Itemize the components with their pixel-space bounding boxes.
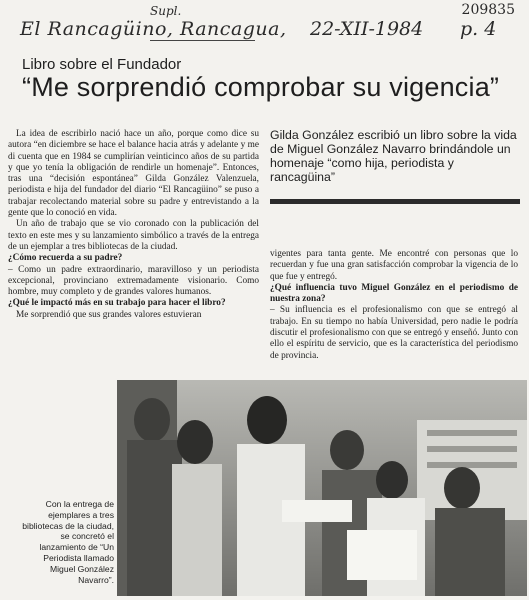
article-deck: Gilda González escribió un libro sobre la vida de Miguel González Navarro brindándole un homenaje “como hija, periodista y rancagüina” xyxy=(270,128,517,184)
handwritten-underline xyxy=(150,40,255,41)
interview-question: ¿Qué le impactó más en su trabajo para hacer el libro? xyxy=(8,298,226,309)
article-photo xyxy=(117,380,527,596)
deck-rule xyxy=(270,199,520,204)
photo-illustration xyxy=(117,380,527,596)
article-paragraph: Me sorprendió que sus grandes valores estuvieran xyxy=(16,309,202,320)
article-column-right xyxy=(270,249,518,362)
handwritten-date: 22-XII-1984 xyxy=(310,18,424,40)
article-kicker: Libro sobre el Fundador xyxy=(22,56,182,73)
archive-code: 209835 xyxy=(461,2,515,18)
article-paragraph: Un año de trabajo que se vio coronado con la publicación del texto en este mes y su lanzamiento simbólico a través de la entrega de un ejemplar a tres bibliotecas de la ciudad. xyxy=(8,219,259,252)
photo-caption: Con la entrega de ejemplares a tres bibliotecas de la ciudad, se concretó el lanzamiento de “Un Periodista llamado Miguel González Navarro”. xyxy=(22,499,114,585)
article-headline: “Me sorprendió comprobar su vigencia” xyxy=(22,72,500,102)
handwritten-page: p. 4 xyxy=(460,18,497,40)
article-paragraph: La idea de escribirlo nació hace un año, porque como dice su autora “en diciembre se hace el balance hacia atrás y adelante y me di cuenta que en 1984 se cumplirían veinticinco años de su partida y que yo tenía la obligación de rendirle un homenaje”. Entonces, tras una “decisión espontánea” Gilda González Valenzuela, periodista e hija del fundador del diario “El Rancagüino” se puso a trabajar recolectando material sobre su padre y entrevistando a la gente que lo conoció en vida. xyxy=(8,129,259,219)
interview-question: ¿Qué influencia tuvo Miguel González en el periodismo de nuestra zona? xyxy=(270,282,518,305)
article-paragraph: – Como un padre extraordinario, maravilloso y un periodista excepcional, provinciano extremadamente visionario. Como hombre, muy completo y de grandes valores humanos. xyxy=(8,264,259,298)
article-column-left xyxy=(8,129,259,321)
article-paragraph: vigentes para tanta gente. Me encontré con personas que lo recuerdan y fue una gran satisfacción comprobar la vigencia de lo que fue y entregó. xyxy=(270,249,518,282)
handwritten-note: Supl. xyxy=(150,4,182,18)
article-paragraph: – Su influencia es el profesionalismo con que se entregó al trabajo. En su tiempo no había Universidad, pero nadie le podría discutir el profesionalismo con que se entregó y enseñó. Junto con ello el espíritu de servicio, que es la característica del periodismo de provincia. xyxy=(270,305,518,361)
interview-question: ¿Cómo recuerda a su padre? xyxy=(8,253,123,264)
handwritten-source: El Rancagüino, Rancagua, xyxy=(20,18,287,40)
